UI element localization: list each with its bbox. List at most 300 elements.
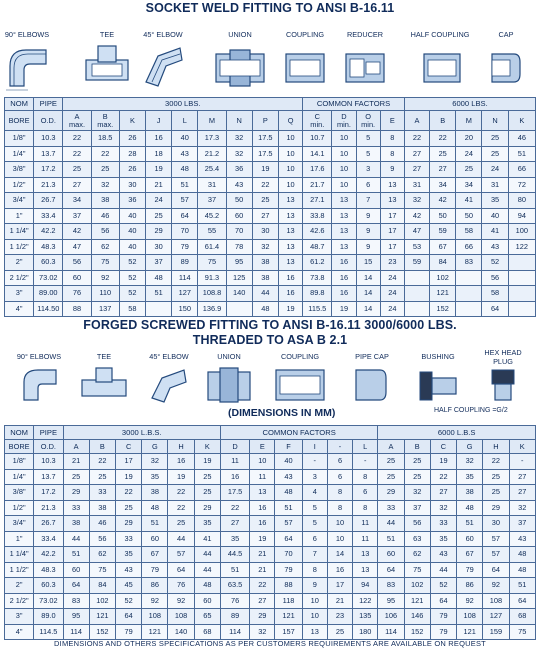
table-cell: 23 (327, 609, 352, 625)
table-cell: 7 (356, 193, 380, 209)
screwed-elbow-90-label: 90° ELBOWS (16, 352, 62, 361)
header-cell: Q (278, 111, 302, 131)
table-cell: 24 (146, 193, 172, 209)
table-cell (404, 286, 429, 302)
table-cell: 92 (457, 593, 483, 609)
table-cell: 24 (482, 162, 508, 178)
table-cell: 56 (63, 255, 91, 271)
union-label: UNION (228, 30, 252, 39)
header-cell: A (378, 440, 404, 454)
table-cell: 114.50 (34, 301, 63, 317)
table-cell: 9 (356, 239, 380, 255)
table-cell: 73.02 (34, 593, 63, 609)
table-cell: 27 (220, 516, 249, 532)
table-cell: 8 (353, 469, 378, 485)
table-cell: 15 (356, 255, 380, 271)
reducer-label: REDUCER (346, 30, 384, 39)
half-label-part2: COUPLING (431, 30, 470, 39)
table-cell (508, 270, 535, 286)
table-cell: 56 (404, 516, 430, 532)
table-cell: 25 (378, 469, 404, 485)
table-cell: 33 (63, 500, 89, 516)
header-group-cell: COMMON FACTORS (220, 426, 377, 440)
socket-weld-table (4, 97, 536, 317)
table-cell: 64 (275, 531, 302, 547)
elbow-90-figure (4, 30, 50, 92)
table-cell: 4 (302, 485, 327, 501)
table-cell: 60 (457, 531, 483, 547)
table-cell: 75 (89, 562, 115, 578)
table-cell: 60 (194, 593, 220, 609)
table-cell: 64 (378, 562, 404, 578)
table-cell: 21 (250, 547, 275, 563)
header-cell: C (430, 440, 456, 454)
table-cell: 79 (430, 624, 456, 640)
table-cell (404, 270, 429, 286)
header-cell: K (508, 111, 535, 131)
table-cell: 51 (142, 516, 168, 532)
table-cell: 13 (278, 255, 302, 271)
table-cell: 45.2 (198, 208, 226, 224)
table-cell: 48 (142, 500, 168, 516)
table-cell: 76 (168, 578, 194, 594)
table-cell: 10 (327, 516, 352, 532)
table-cell: 41 (194, 531, 220, 547)
table-cell: 3/8" (5, 485, 34, 501)
table-cell: 17 (327, 578, 352, 594)
table-cell: 17.6 (303, 162, 332, 178)
table-cell: 25 (404, 469, 430, 485)
cap-label: CAP (498, 30, 514, 39)
table-cell: 78 (226, 239, 252, 255)
table-cell: 21 (146, 177, 172, 193)
screwed-elbow-90-drawing (14, 364, 64, 404)
table-cell: 8 (380, 131, 404, 147)
table-cell: 3/4" (5, 516, 34, 532)
table-cell: 89.00 (34, 286, 63, 302)
table-cell: 1 1/2" (5, 239, 34, 255)
table-cell: 44 (194, 562, 220, 578)
table-cell: 22 (91, 146, 119, 162)
table-cell: 10 (302, 593, 327, 609)
table-cell: 17 (380, 208, 404, 224)
table-cell: 48 (509, 562, 535, 578)
table-cell: 53 (404, 239, 429, 255)
table-cell: 43 (509, 531, 535, 547)
table-cell: 122 (353, 593, 378, 609)
table-cell: 1/8" (5, 131, 34, 147)
table-cell: 29 (194, 500, 220, 516)
half-coupling-note: HALF COUPLING =G/2 (434, 407, 508, 414)
pipe-cap-drawing (350, 364, 394, 404)
table-cell: 9 (356, 224, 380, 240)
table-cell: 13.7 (34, 469, 63, 485)
table-cell: 46 (91, 208, 119, 224)
table-cell: 25 (146, 208, 172, 224)
header-group-cell: NOM (5, 98, 34, 111)
table-cell: 92 (483, 578, 509, 594)
table-cell: 16 (146, 131, 172, 147)
table-cell: 40 (275, 454, 302, 470)
table-cell: 25 (63, 162, 91, 178)
table-cell: 94 (353, 578, 378, 594)
table-cell: 48 (252, 301, 278, 317)
table-cell: 70 (172, 224, 198, 240)
table-cell: 60 (226, 208, 252, 224)
table-cell: 152 (89, 624, 115, 640)
table-cell: 37 (509, 516, 535, 532)
table-cell: 150 (172, 301, 198, 317)
elbow-45-drawing (140, 42, 186, 94)
table-cell: 152 (430, 301, 456, 317)
table-cell: 180 (353, 624, 378, 640)
table-cell: 10.3 (34, 131, 63, 147)
table-cell: 89.8 (303, 286, 332, 302)
table-cell: 17.5 (252, 146, 278, 162)
table-cell: 30 (252, 224, 278, 240)
table-cell: 14 (356, 301, 380, 317)
table-cell: 4" (5, 624, 34, 640)
table-cell: 70 (226, 224, 252, 240)
header-cell: M (198, 111, 226, 131)
header-cell: B (430, 111, 456, 131)
table-cell: 13 (332, 193, 356, 209)
tee-figure (82, 30, 132, 92)
table-cell: 108 (483, 593, 509, 609)
table-cell: - (353, 454, 378, 470)
table-cell: 13 (353, 547, 378, 563)
table-cell: 9 (356, 208, 380, 224)
table-cell: 61.2 (303, 255, 332, 271)
table-cell: 25 (482, 131, 508, 147)
table-cell: 37 (146, 255, 172, 271)
table-cell: 64 (172, 208, 198, 224)
table-cell: 29 (483, 500, 509, 516)
table-cell: 17.3 (198, 131, 226, 147)
table-cell: 57 (172, 193, 198, 209)
table-cell: 26.7 (34, 516, 63, 532)
screwed-fitting-table (4, 425, 536, 640)
table-cell: 33 (430, 516, 456, 532)
table-cell: 43 (430, 547, 456, 563)
table-cell: 108.8 (198, 286, 226, 302)
table-cell: 21 (250, 562, 275, 578)
table-cell: 67 (142, 547, 168, 563)
table-cell: 47 (404, 224, 429, 240)
table-cell: 14 (356, 286, 380, 302)
union-figure (210, 30, 270, 92)
table-cell: 40 (119, 208, 145, 224)
table-cell: 66 (508, 162, 535, 178)
table-cell: 58 (119, 301, 145, 317)
table-cell: 25 (404, 454, 430, 470)
table-cell: 25 (482, 146, 508, 162)
table-cell: 6 (302, 531, 327, 547)
table-cell: 33.4 (34, 208, 63, 224)
table-cell: 47 (63, 239, 91, 255)
table-cell: 95 (378, 593, 404, 609)
table-cell: 33 (378, 500, 404, 516)
table-cell: 75 (509, 624, 535, 640)
table-cell: 3 (302, 469, 327, 485)
table-cell: 27 (509, 485, 535, 501)
table-cell: 13 (278, 224, 302, 240)
table-cell: 159 (483, 624, 509, 640)
table-cell: 76 (220, 593, 249, 609)
header-cell: M (456, 111, 482, 131)
table-cell: 17.2 (34, 162, 63, 178)
table-cell: 52 (116, 593, 142, 609)
table-cell: 57 (275, 516, 302, 532)
table-cell: 51 (508, 146, 535, 162)
table-cell: 24 (456, 146, 482, 162)
table-cell: 10 (278, 131, 302, 147)
table-cell: 1 1/2" (5, 562, 34, 578)
table-cell: 60 (378, 547, 404, 563)
header-cell: D min. (332, 111, 356, 131)
table-row (5, 609, 536, 625)
table-cell: 55 (198, 224, 226, 240)
bushing-label: BUSHING (421, 352, 455, 361)
table-cell: 33 (89, 485, 115, 501)
table-cell: 92 (168, 593, 194, 609)
table-cell: 48 (194, 578, 220, 594)
table-row (5, 578, 536, 594)
table-cell: 19 (194, 454, 220, 470)
socket-weld-title: SOCKET WELD FITTING TO ANSI B-16.11 (145, 1, 395, 15)
table-cell: 56 (89, 531, 115, 547)
table-cell: 38 (252, 270, 278, 286)
header-group-cell: PIPE (34, 98, 63, 111)
table-cell: 115.5 (303, 301, 332, 317)
table-cell: 60.3 (34, 255, 63, 271)
dimensions-note: (DIMENSIONS IN MM) (228, 407, 336, 419)
table-cell: 14.1 (303, 146, 332, 162)
header-cell: K (194, 440, 220, 454)
table-cell: 6 (353, 485, 378, 501)
table-row (5, 193, 536, 209)
table-cell: 34 (430, 177, 456, 193)
table-subheader-row (5, 111, 536, 131)
table-cell: 79 (275, 562, 302, 578)
table-cell: 70 (275, 547, 302, 563)
header-group-cell: NOM (5, 426, 34, 440)
table-cell: 26.7 (34, 193, 63, 209)
cap-drawing (486, 42, 526, 94)
table-cell: 91.3 (198, 270, 226, 286)
table-cell: 44 (168, 531, 194, 547)
table-cell: 25 (194, 485, 220, 501)
table-cell: 44 (252, 286, 278, 302)
table-cell: 63 (404, 531, 430, 547)
table-cell: 38 (142, 485, 168, 501)
header-cell: D (220, 440, 249, 454)
table-cell: 13 (278, 193, 302, 209)
table-cell: 79 (457, 562, 483, 578)
table-cell: 27 (63, 177, 91, 193)
table-cell: 51 (63, 547, 89, 563)
table-cell: 27 (430, 162, 456, 178)
table-cell: 40 (172, 131, 198, 147)
table-cell: 43 (482, 239, 508, 255)
header-cell: K (119, 111, 145, 131)
union-drawing (210, 42, 270, 94)
table-row (5, 469, 536, 485)
table-cell: 65 (194, 609, 220, 625)
table-cell: 30 (119, 177, 145, 193)
header-cell: N (226, 111, 252, 131)
table-cell: 80 (508, 193, 535, 209)
table-cell: 76 (63, 286, 91, 302)
table-cell: 121 (430, 286, 456, 302)
table-cell: 22 (250, 578, 275, 594)
table-cell: 22 (220, 500, 249, 516)
table-cell: 86 (142, 578, 168, 594)
table-row (5, 270, 536, 286)
table-cell: 10 (278, 177, 302, 193)
table-cell: 2" (5, 255, 34, 271)
table-cell: 35 (430, 531, 456, 547)
table-cell: 16 (332, 255, 356, 271)
table-cell: 22 (483, 454, 509, 470)
screwed-tee-drawing (76, 364, 132, 404)
table-cell: 2 1/2" (5, 270, 34, 286)
header-cell: F (275, 440, 302, 454)
table-cell: 8 (327, 485, 352, 501)
table-cell: 114 (220, 624, 249, 640)
table-cell: 56 (91, 224, 119, 240)
table-cell: 94 (508, 208, 535, 224)
table-cell: 43 (116, 562, 142, 578)
table-cell: 34 (63, 193, 91, 209)
screwed-elbow-45-label: 45° ELBOW (149, 352, 189, 361)
table-cell: 42.2 (34, 547, 63, 563)
table-cell: 157 (275, 624, 302, 640)
table-cell: 60 (63, 562, 89, 578)
table-cell: 8 (327, 500, 352, 516)
table-cell: 13 (332, 239, 356, 255)
table-cell: 10 (250, 454, 275, 470)
table-cell: 22 (404, 131, 429, 147)
header-cell: - (327, 440, 352, 454)
table-row (5, 146, 536, 162)
table-cell: 13 (380, 177, 404, 193)
table-cell: 29 (63, 485, 89, 501)
table-cell: 32 (430, 500, 456, 516)
table-cell: 3/8" (5, 162, 34, 178)
table-cell: 58 (482, 286, 508, 302)
table-cell: 10 (302, 609, 327, 625)
table-row (5, 485, 536, 501)
table-cell: 3/4" (5, 193, 34, 209)
table-cell: 14 (356, 270, 380, 286)
table-cell: 43 (172, 146, 198, 162)
table-cell: 86 (457, 578, 483, 594)
half-label-part1: HALF (410, 30, 430, 39)
table-cell: 64 (509, 593, 535, 609)
table-cell: 106 (378, 609, 404, 625)
table-cell: 13 (250, 485, 275, 501)
table-cell: 27 (250, 593, 275, 609)
header-group-cell: 6000 LBS. (404, 98, 535, 111)
table-row (5, 593, 536, 609)
header-group-cell: 3000 LBS. (63, 98, 303, 111)
table-cell: 19 (430, 454, 456, 470)
screwed-coupling-figure (270, 352, 330, 404)
table-cell: 10 (332, 162, 356, 178)
header-cell: E (250, 440, 275, 454)
half-coupling-figure (400, 30, 480, 92)
table-cell: 38 (63, 516, 89, 532)
table-cell: 11 (220, 454, 249, 470)
table-cell: 79 (172, 239, 198, 255)
table-cell: 8 (380, 146, 404, 162)
table-cell: 57 (483, 531, 509, 547)
table-cell: 34 (456, 177, 482, 193)
table-cell: 38 (252, 255, 278, 271)
screwed-fitting-subtitle: THREADED TO ASA B 2.1 (192, 333, 348, 347)
table-cell: 3 (356, 162, 380, 178)
table-cell (508, 286, 535, 302)
table-cell: 62 (404, 547, 430, 563)
table-cell: 25 (194, 469, 220, 485)
header-cell: A max. (63, 111, 91, 131)
header-cell: N (482, 111, 508, 131)
table-cell: 57 (168, 547, 194, 563)
table-cell: 8 (353, 500, 378, 516)
table-cell: 13.7 (34, 146, 63, 162)
table-cell: 46 (89, 516, 115, 532)
table-cell: 31 (482, 177, 508, 193)
table-cell: 51 (172, 177, 198, 193)
table-row (5, 516, 536, 532)
table-cell: 46 (508, 131, 535, 147)
table-cell: 50 (456, 208, 482, 224)
elbow-45-figure (140, 30, 186, 92)
table-cell: 1/4" (5, 469, 34, 485)
header-group-cell: 3000 L.B.S. (63, 426, 220, 440)
table-cell: 52 (119, 270, 145, 286)
table-cell: 18 (146, 146, 172, 162)
table-cell: 95 (226, 255, 252, 271)
table-cell: 56 (482, 270, 508, 286)
table-cell: 11 (353, 531, 378, 547)
table-cell: 35 (116, 547, 142, 563)
elbow-90-drawing (4, 42, 50, 94)
header-cell: L (172, 111, 198, 131)
table-cell: 31 (404, 177, 429, 193)
table-subheader-row (5, 440, 536, 454)
table-cell: 13 (332, 208, 356, 224)
table-cell: 32 (250, 624, 275, 640)
table-cell: 29 (378, 485, 404, 501)
footnote: DIMENSIONS AND OTHERS SPECIFICATIONS AS PER CUSTOMERS REQUIREMENTS ARE AVAILABLE ON REQUEST (54, 639, 486, 648)
header-cell: A (404, 111, 429, 131)
table-cell: 6 (356, 177, 380, 193)
table-cell: 26 (119, 162, 145, 178)
table-cell: 88 (275, 578, 302, 594)
table-cell: 110 (91, 286, 119, 302)
table-cell: 114 (63, 624, 89, 640)
table-cell: 121 (275, 609, 302, 625)
table-cell: 6 (327, 454, 352, 470)
table-cell: 10 (332, 146, 356, 162)
table-cell: 83 (63, 593, 89, 609)
table-cell: 89.0 (34, 609, 63, 625)
header-cell: I (302, 440, 327, 454)
table-cell: 16 (327, 562, 352, 578)
table-cell: 33.8 (303, 208, 332, 224)
